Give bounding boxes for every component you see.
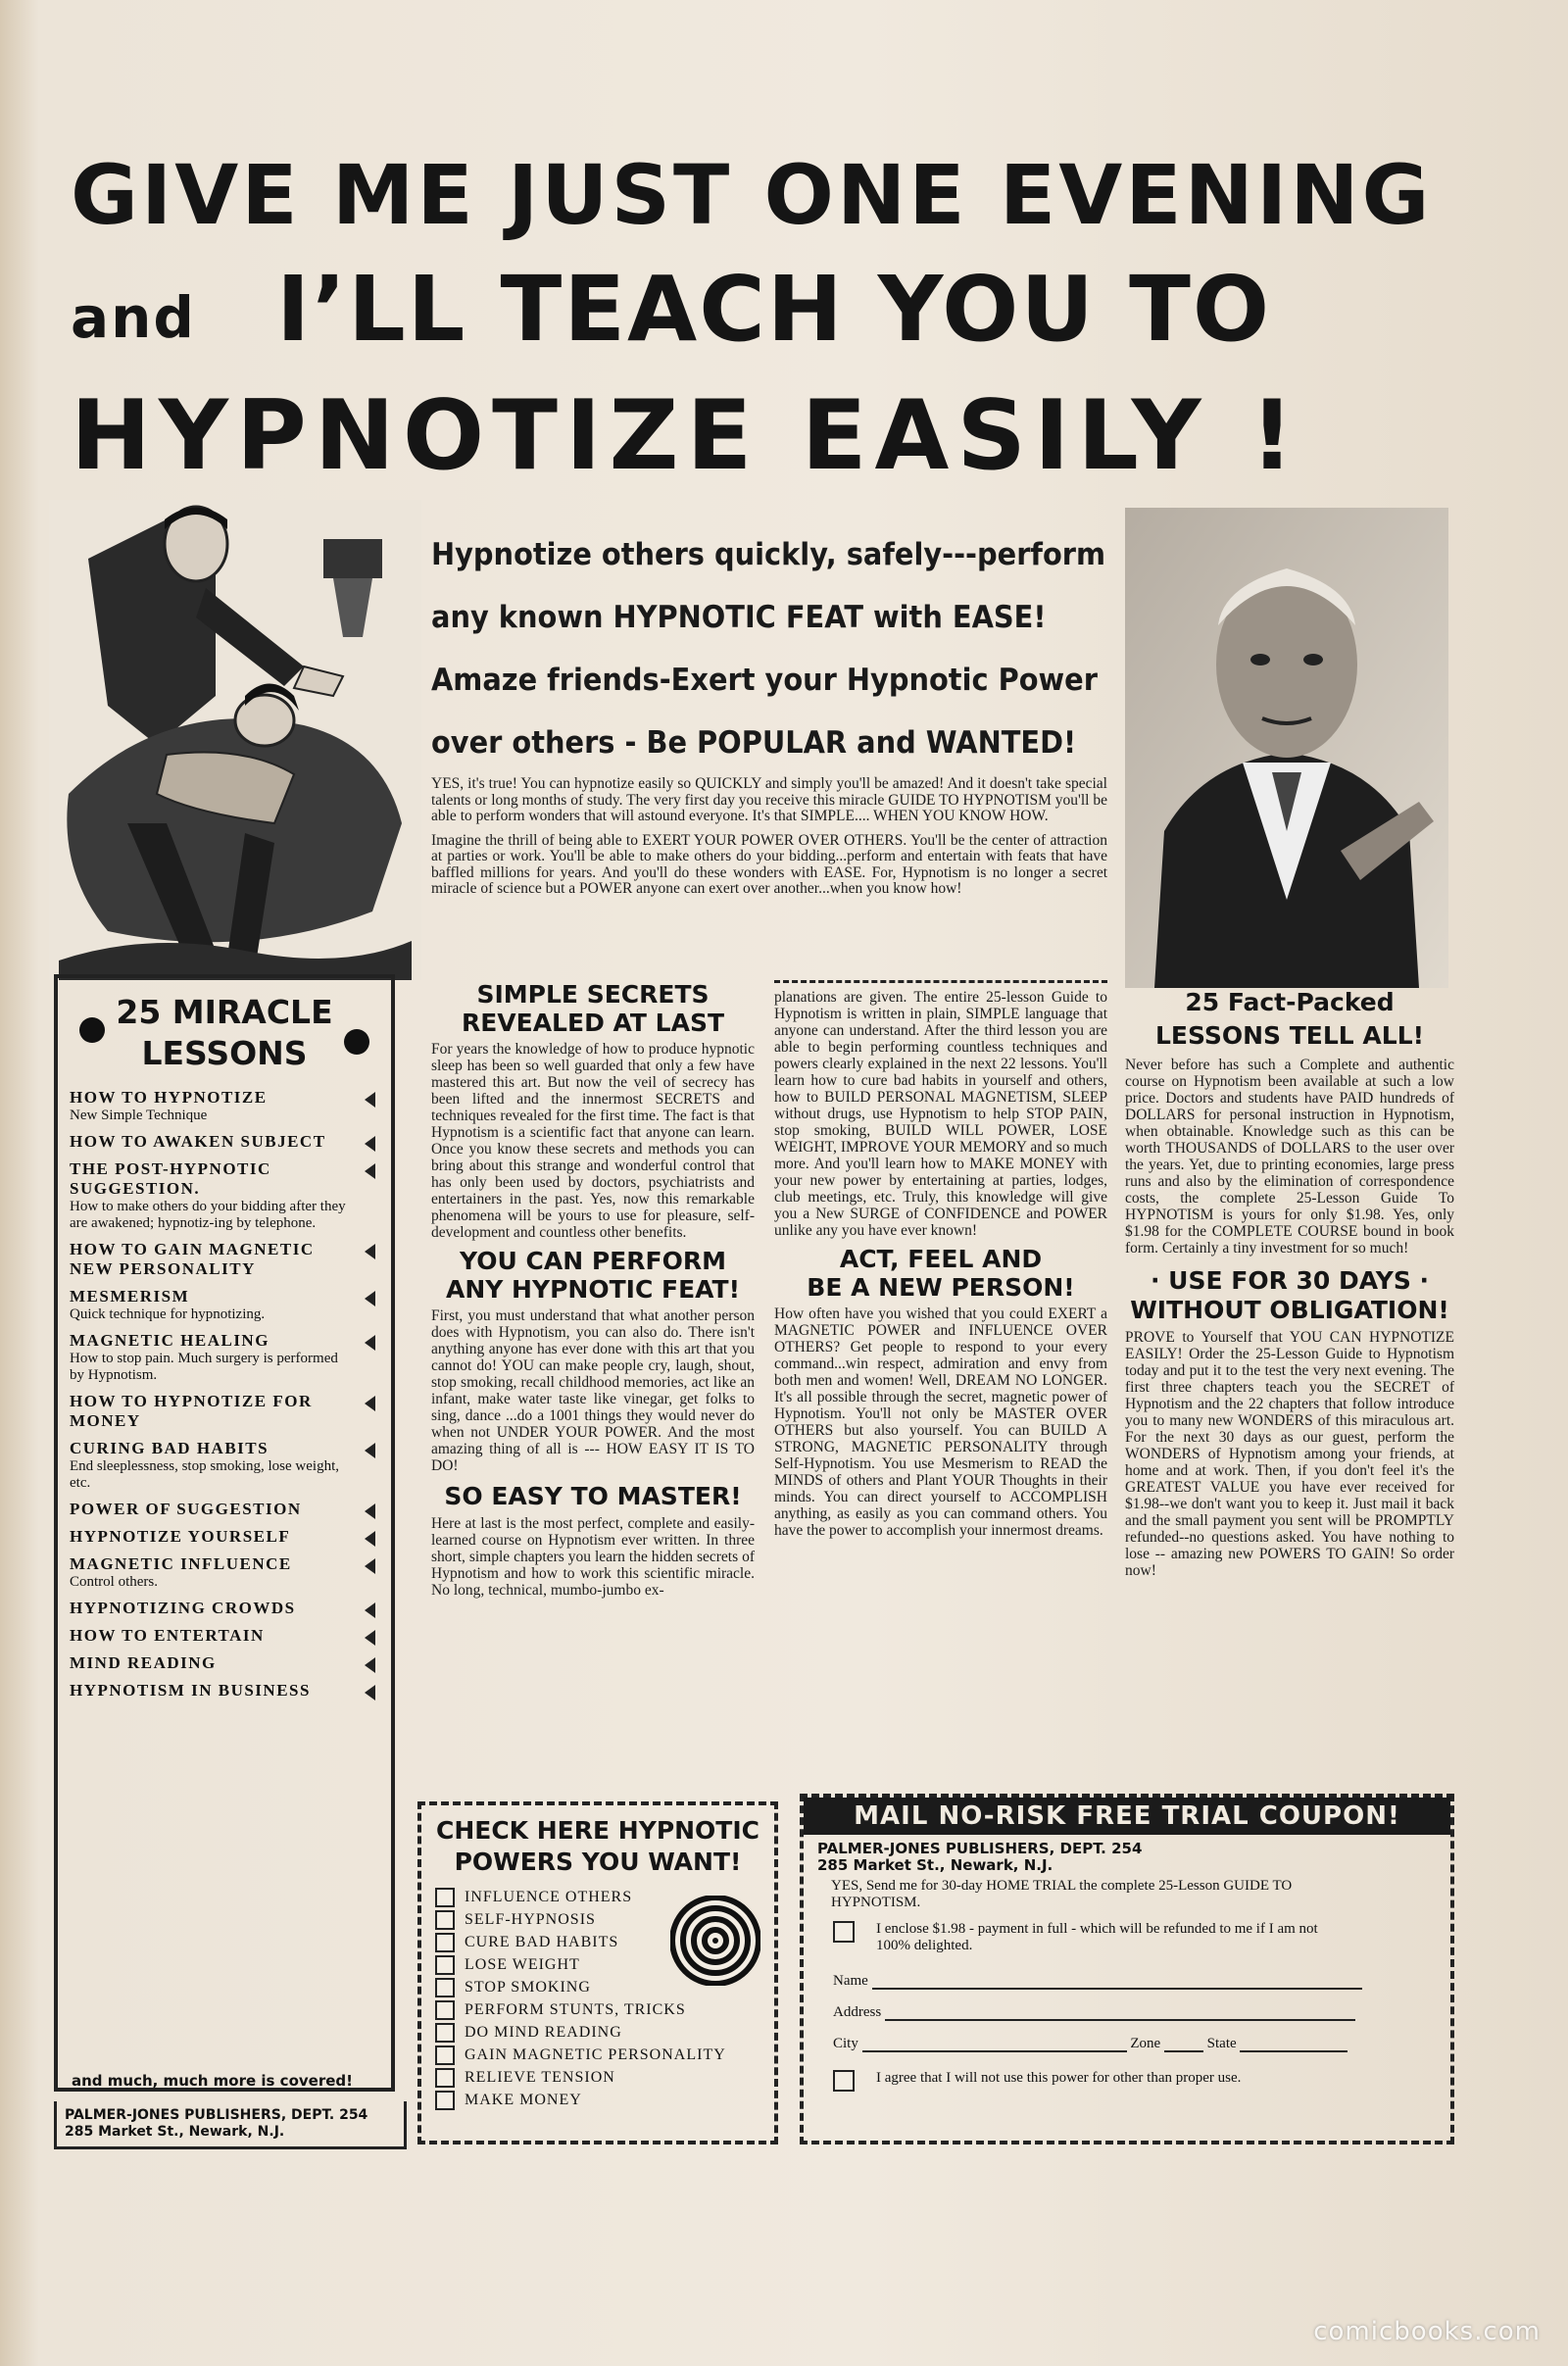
headline-line-3: HYPNOTIZE EASILY ! [71, 380, 1302, 492]
heading-revealed: REVEALED AT LAST [461, 1009, 725, 1037]
power-label: SELF-HYPNOSIS [465, 1911, 596, 1928]
enclose-payment-checkbox[interactable] [833, 1921, 855, 1943]
secrets-paragraph: For years the knowledge of how to produce hypnotic sleep has been so well guarded that only a few have mastered this art. But now the veil of secrecy has been lifted and the innermost SECRETS and techniques revealed for the first time. The fact is that Hypnotism is a scientific fact that anyone can learn. Once you know these secrets and methods you can bring about this strange and wonderful control that has only been used by doctors, psychiatrists and entertainers in the past. Yes, now this remarkable phenomena will be yours to use for pleasure, self-development and countless other benefits. [431, 1041, 755, 1241]
address-field[interactable] [885, 2001, 1355, 2021]
bullet-dot-right [344, 1029, 369, 1055]
lesson-title: POWER OF SUGGESTION [70, 1500, 302, 1518]
intro-text [431, 776, 1107, 898]
subhead-4: over others - Be POPULAR and WANTED! [431, 725, 1077, 761]
pointer-arrow-icon [365, 1657, 375, 1673]
enclose-payment-text: I enclose $1.98 - payment in full - which will be refunded to me if I am not 100% delighted. [876, 1921, 1318, 1953]
pointer-arrow-icon [365, 1244, 375, 1259]
power-checkbox[interactable] [435, 2000, 455, 2020]
lesson-item [70, 1331, 379, 1384]
power-label: RELIEVE TENSION [465, 2069, 615, 2086]
pointer-arrow-icon [365, 1558, 375, 1574]
lesson-description: How to make others do your bidding after they are awakened; hypnotiz-ing by telephone. [70, 1199, 346, 1231]
power-checkbox[interactable] [435, 1933, 455, 1952]
power-checkbox[interactable] [435, 2023, 455, 2043]
fact-packed-paragraph: Never before has such a Complete and authentic course on Hypnotism been available at such a low price. Doctors and students have PAID hundreds of DOLLARS for personal instruction in Hypnotism, when obtainable. Knowledge such as this can be worth THOUSANDS of DOLLARS to the user over the years. Yet, due to printing economies, large press runs and also by the elimination of correspondence costs, the complete 25-Lesson Guide To HYPNOTISM is yours for only $1.98. Yes, only $1.98 for the COMPLETE COURSE bound in book form. Certainly a tiny investment for so much! [1125, 1057, 1454, 1257]
checklist-row [435, 2021, 760, 2044]
power-label: LOSE WEIGHT [465, 1956, 580, 1973]
pointer-arrow-icon [365, 1503, 375, 1519]
headline-and: and [71, 284, 196, 351]
lessons-title-2: LESSONS [141, 1034, 308, 1072]
headline-line-1: GIVE ME JUST ONE EVENING [71, 147, 1433, 243]
state-label: State [1206, 2036, 1237, 2051]
column-dash-rule [774, 980, 1107, 983]
publisher-name: PALMER-JONES PUBLISHERS, DEPT. 254 [65, 2107, 368, 2123]
checklist-row [435, 2066, 760, 2089]
heading-simple-secrets: SIMPLE SECRETS [476, 980, 710, 1009]
lesson-item [70, 1554, 379, 1591]
lessons-footer: and much, much more is covered! [72, 2072, 353, 2090]
lesson-title: HOW TO ENTERTAIN [70, 1626, 265, 1645]
name-field[interactable] [872, 1970, 1362, 1990]
subhead-2: any known HYPNOTIC FEAT with EASE! [431, 600, 1047, 635]
lesson-title: HOW TO HYPNOTIZE FOR MONEY [70, 1392, 313, 1430]
checklist-title-2: POWERS YOU WANT! [454, 1848, 742, 1876]
lesson-title: MESMERISM [70, 1287, 190, 1306]
pointer-arrow-icon [365, 1136, 375, 1152]
spiral-target-icon [670, 1896, 760, 1991]
power-label: DO MIND READING [465, 2024, 622, 2041]
lesson-description: How to stop pain. Much surgery is performed by Hypnotism. [70, 1351, 338, 1383]
address-label: Address [833, 2004, 882, 2020]
heading-without-obligation: WITHOUT OBLIGATION! [1130, 1296, 1449, 1324]
miracle-lessons-box [54, 974, 395, 2092]
column-fact-packed [1125, 986, 1454, 1579]
checklist-row [435, 2044, 760, 2066]
bullet-dot-left [79, 1017, 105, 1043]
explanations-paragraph: planations are given. The entire 25-lesson Guide to Hypnotism is written in plain, SIMPLE language that anyone can understand. After the third lesson you are able to begin performing countless techniques and powers clearly explained in the next 22 lessons. You'll learn how to cure bad habits in yourself and others, how to BUILD PERSONAL MAGNETISM, SLEEP without drugs, use Hypnotism to help STOP PAIN, stop smoking, BUILD WILL POWER, LOSE WEIGHT, IMPROVE YOUR MEMORY and so much more. And you'll learn how to MAKE MONEY with your new power by entertaining at parties, lodges, club meetings, etc. Truly, this knowledge will give you a New SURGE of CONFIDENCE and POWER unlike any you have ever known! [774, 989, 1107, 1239]
pointer-arrow-icon [365, 1335, 375, 1351]
state-field[interactable] [1240, 2033, 1348, 2052]
column-secrets [431, 980, 755, 1599]
lesson-description: End sleeplessness, stop smoking, lose weight, etc. [70, 1458, 339, 1491]
publisher-street: 285 Market St., Newark, N.J. [65, 2124, 285, 2140]
perform-paragraph: First, you must understand that what another person does with Hypnotism, you can also do. There isn't anything anyone has ever done with this art that you cannot do! YOU can make people cry, laugh, shout, stop smoking, recall childhood memories, act like an infant, make water taste like vinegar, get folks to sing, dance ...do a 1001 things they would never do when not UNDER YOUR POWER. And the most amazing thing of all is --- HOW EASY IT IS TO DO! [431, 1307, 755, 1474]
hypnotic-powers-checklist [417, 1801, 778, 2144]
headline-line-2: I’LL TEACH YOU TO [276, 257, 1272, 362]
power-label: CURE BAD HABITS [465, 1934, 619, 1950]
watermark: comicbooks.com [1313, 2317, 1541, 2346]
power-checkbox[interactable] [435, 1955, 455, 1975]
lesson-item [70, 1681, 379, 1701]
power-label: STOP SMOKING [465, 1979, 591, 1996]
subhead-3: Amaze friends-Exert your Hypnotic Power [431, 663, 1098, 698]
heading-use-30-days: · USE FOR 30 DAYS · [1150, 1266, 1430, 1295]
heading-easy-to-master: SO EASY TO MASTER! [444, 1482, 742, 1510]
hypnotist-illustration [49, 500, 421, 980]
checklist-title-1: CHECK HERE HYPNOTIC [435, 1816, 760, 1845]
lesson-item [70, 1088, 379, 1124]
lesson-title: HYPNOTISM IN BUSINESS [70, 1681, 311, 1700]
free-trial-coupon [800, 1794, 1454, 2144]
power-label: INFLUENCE OTHERS [465, 1889, 633, 1905]
lesson-item [70, 1653, 379, 1673]
lessons-list [70, 1088, 379, 1701]
new-person-paragraph: How often have you wished that you could EXERT a MAGNETIC POWER and INFLUENCE OVER OTHERS? Get people to respond to your every command...win respect, admiration and envy from both men and women! Well, DREAM NO LONGER. It's all possible through the secret, magnetic power of Hypnotism. You'll not only be MASTER OVER OTHERS but also yourself. You can BUILD A STRONG, MAGNETIC PERSONALITY through Self-Hypnotism. You use Mesmerism to READ the MINDS of others and Plant YOUR Thoughts in their minds. You can direct yourself to ACCOMPLISH anything, as easily as you can command others. You have the power to accomplish your innermost dreams. [774, 1306, 1107, 1539]
coupon-address: 285 Market St., Newark, N.J. [817, 1856, 1054, 1874]
lesson-item [70, 1392, 379, 1431]
lesson-title: HYPNOTIZE YOURSELF [70, 1527, 291, 1546]
power-checkbox[interactable] [435, 1978, 455, 1997]
heading-new-person: BE A NEW PERSON! [807, 1273, 1075, 1302]
lesson-title: HOW TO AWAKEN SUBJECT [70, 1132, 326, 1151]
pointer-arrow-icon [365, 1443, 375, 1458]
zone-label: Zone [1130, 2036, 1161, 2051]
lesson-item [70, 1626, 379, 1646]
intro-paragraph-1: YES, it's true! You can hypnotize easily so QUICKLY and simply you'll be amazed! And it doesn't take special talents or long months of study. The very first day you receive this miracle GUIDE TO HYPNOTISM you'll be able to perform wonders that will astound everyone. It's that SIMPLE.... WHEN YOU KNOW HOW. [431, 775, 1107, 824]
heading-fact-packed: 25 Fact-Packed [1185, 988, 1395, 1016]
zone-field[interactable] [1164, 2033, 1203, 2052]
lesson-item [70, 1500, 379, 1519]
coupon-yes-text: YES, Send me for 30-day HOME TRIAL the complete 25-Lesson GUIDE TO HYPNOTISM. [831, 1878, 1293, 1910]
heading-you-can-perform: YOU CAN PERFORM [460, 1247, 726, 1275]
heading-lessons-tell-all: LESSONS TELL ALL! [1154, 1021, 1425, 1050]
lesson-title: CURING BAD HABITS [70, 1439, 270, 1457]
lesson-item [70, 1439, 379, 1492]
lesson-description: New Simple Technique [70, 1108, 208, 1123]
master-paragraph: Here at last is the most perfect, complete and easily-learned course on Hypnotism ever written. In three short, simple chapters you learn the hidden secrets of Hypnotism and how to work this scientific miracle. No long, technical, mumbo-jumbo ex- [431, 1515, 755, 1599]
lesson-item [70, 1527, 379, 1547]
pointer-arrow-icon [365, 1685, 375, 1701]
name-label: Name [833, 1973, 868, 1989]
lesson-title: MAGNETIC HEALING [70, 1331, 270, 1350]
lesson-title: HYPNOTIZING CROWDS [70, 1599, 296, 1617]
checklist-row [435, 1998, 760, 2021]
pointer-arrow-icon [365, 1531, 375, 1547]
lesson-item [70, 1240, 379, 1279]
subheads [431, 523, 1117, 774]
pointer-arrow-icon [365, 1630, 375, 1646]
coupon-banner: MAIL NO-RISK FREE TRIAL COUPON! [804, 1798, 1450, 1835]
subhead-1: Hypnotize others quickly, safely---perform [431, 537, 1106, 572]
power-checkbox[interactable] [435, 2091, 455, 2110]
lesson-description: Quick technique for hypnotizing. [70, 1306, 266, 1322]
agree-checkbox[interactable] [833, 2070, 855, 2092]
lesson-item [70, 1132, 379, 1152]
checklist-row [435, 2089, 760, 2111]
lesson-description: Control others. [70, 1574, 158, 1590]
pointer-arrow-icon [365, 1602, 375, 1618]
lesson-title: THE POST-HYPNOTIC SUGGESTION. [70, 1159, 271, 1198]
power-checkbox[interactable] [435, 1888, 455, 1907]
author-portrait-photo [1125, 508, 1448, 988]
agree-text: I agree that I will not use this power for other than proper use. [876, 2070, 1242, 2086]
pointer-arrow-icon [365, 1396, 375, 1411]
city-label: City [833, 2036, 858, 2051]
publisher-address-block [54, 2101, 407, 2149]
power-label: PERFORM STUNTS, TRICKS [465, 2001, 686, 2018]
pointer-arrow-icon [365, 1291, 375, 1306]
power-checkbox[interactable] [435, 2068, 455, 2088]
column-explanations [774, 980, 1107, 1539]
lesson-title: HOW TO GAIN MAGNETIC NEW PERSONALITY [70, 1240, 315, 1278]
power-label: GAIN MAGNETIC PERSONALITY [465, 2046, 726, 2063]
lesson-title: MIND READING [70, 1653, 217, 1672]
pointer-arrow-icon [365, 1163, 375, 1179]
heading-act-feel: ACT, FEEL AND [839, 1245, 1043, 1273]
power-checkbox[interactable] [435, 1910, 455, 1930]
lesson-item [70, 1287, 379, 1323]
city-field[interactable] [862, 2033, 1127, 2052]
intro-paragraph-2: Imagine the thrill of being able to EXERT YOUR POWER OVER OTHERS. You'll be the center of attraction at parties or work. You'll be able to make others do your bidding...perform and entertain with feats that have baffled millions for years. And you'll do these wonders with EASE. For, Hypnotism is no longer a secret miracle of science but a POWER anyone can exert over another...when you know how! [431, 831, 1107, 897]
power-label: MAKE MONEY [465, 2092, 582, 2108]
lesson-item [70, 1599, 379, 1618]
lessons-title-1: 25 MIRACLE [116, 993, 333, 1031]
lesson-title: MAGNETIC INFLUENCE [70, 1554, 292, 1573]
lesson-title: HOW TO HYPNOTIZE [70, 1088, 268, 1107]
lesson-item [70, 1159, 379, 1232]
coupon-publisher: PALMER-JONES PUBLISHERS, DEPT. 254 [817, 1840, 1143, 1857]
power-checkbox[interactable] [435, 2046, 455, 2065]
heading-any-feat: ANY HYPNOTIC FEAT! [445, 1275, 741, 1304]
pointer-arrow-icon [365, 1092, 375, 1108]
trial-paragraph: PROVE to Yourself that YOU CAN HYPNOTIZE EASILY! Order the 25-Lesson Guide to Hypnotism today and put it to the test the very next evening. The first three chapters teach you the SECRET of Hypnotism and the 22 chapters that follow introduce you to many new WONDERS of this miraculous art. For the next 30 days as our guest, perform the WONDERS of Hypnotism among your friends, at home and at work. Then, if you don't feel it's the GREATEST VALUE you have ever received for $1.98--we don't want you to keep it. Just mail it back and the small payment you sent will be PROMPTLY refunded--no questions asked. You have nothing to lose -- amazing new POWERS TO GAIN! So order now! [1125, 1329, 1454, 1579]
